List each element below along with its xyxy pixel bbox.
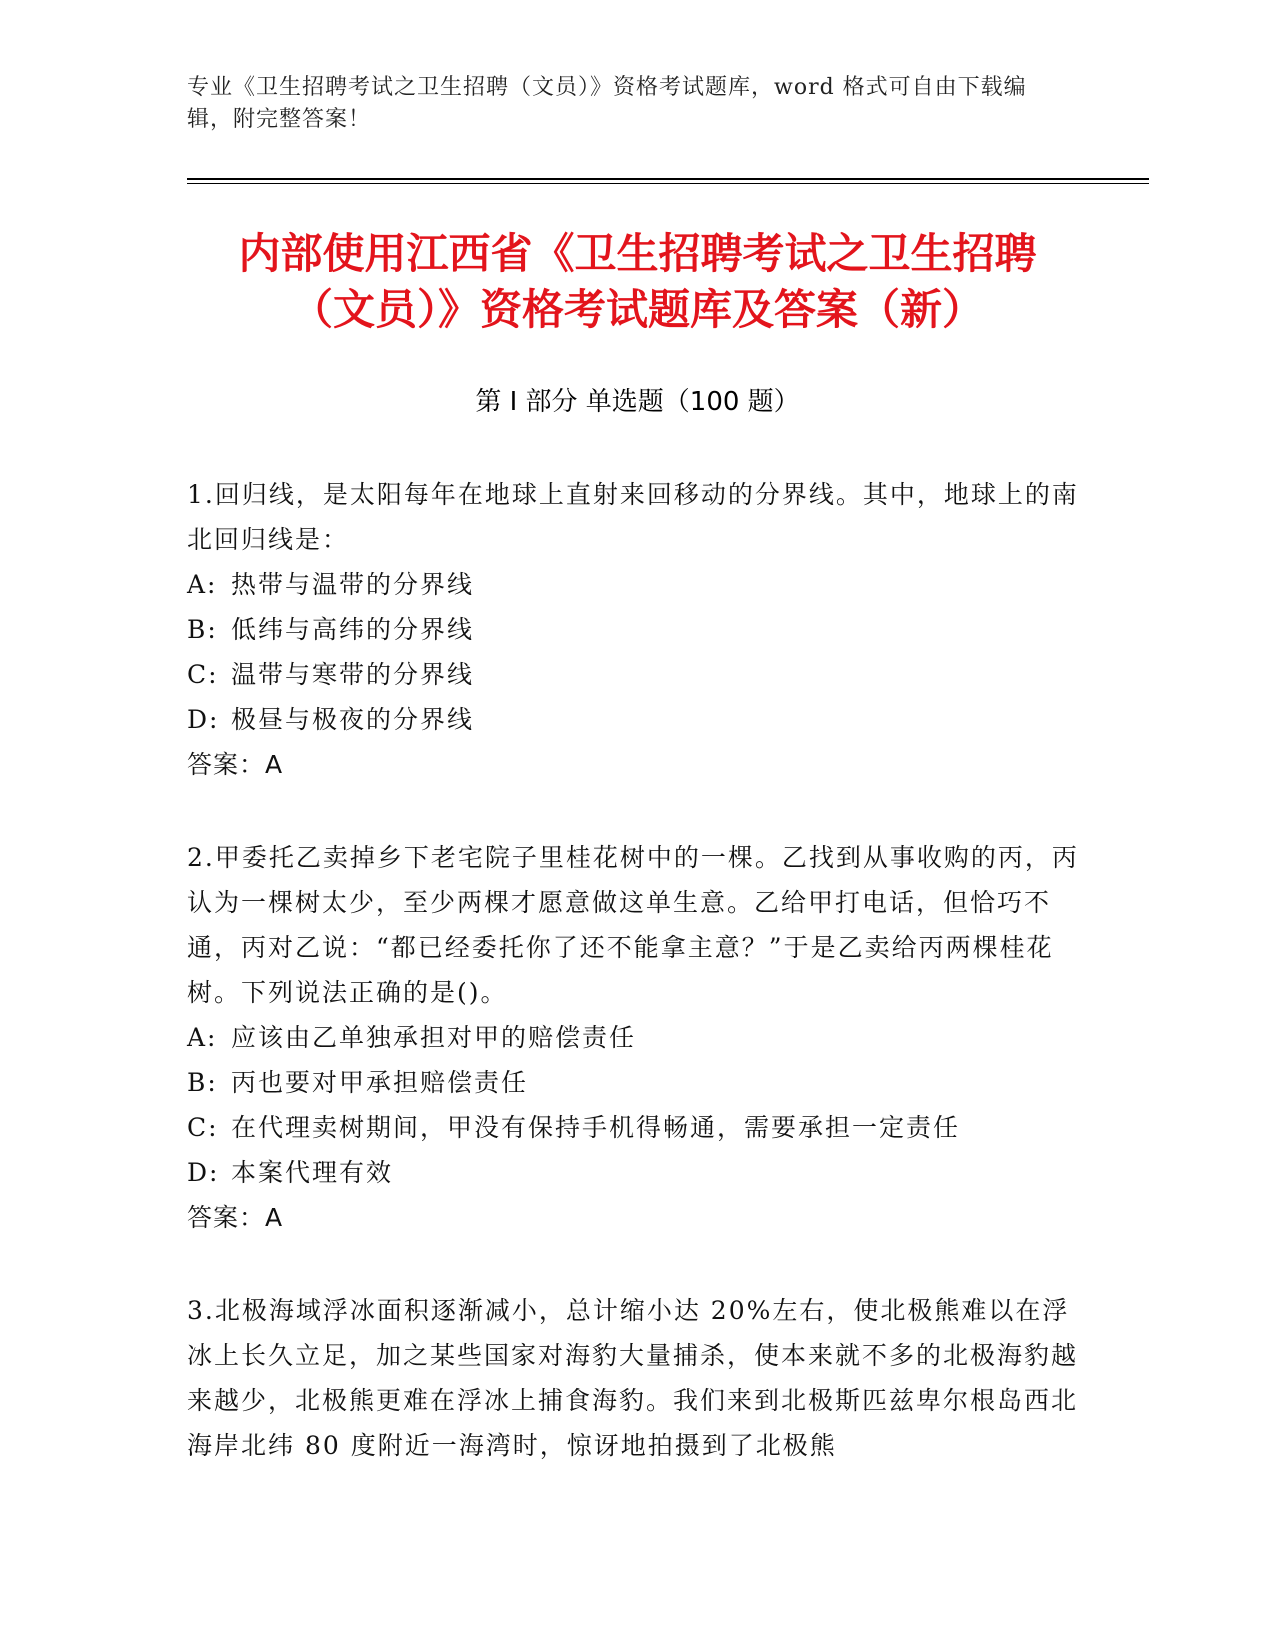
- question-stem: 2.甲委托乙卖掉乡下老宅院子里桂花树中的一棵。乙找到从事收购的丙，丙认为一棵树太少，至少两棵才愿意做这单生意。乙给甲打电话，但恰巧不通，丙对乙说：“都已经委托你了还不能拿主意？”于是乙卖给丙两棵桂花树。下列说法正确的是()。: [187, 843, 1079, 1007]
- answer: 答案：A: [187, 750, 284, 779]
- option-text: 丙也要对甲承担赔偿责任: [231, 1068, 529, 1097]
- option-c: [187, 652, 1087, 697]
- question-1: [187, 472, 1087, 787]
- option-text: 极昼与极夜的分界线: [231, 705, 475, 734]
- document-title: [150, 226, 1125, 338]
- option-text: 应该由乙单独承担对甲的赔偿责任: [231, 1023, 637, 1052]
- option-text: 本案代理有效: [231, 1158, 394, 1187]
- option-b: [187, 607, 1087, 652]
- answer: 答案：A: [187, 1203, 284, 1232]
- header-rule-thin: [187, 183, 1149, 184]
- option-label: A:: [187, 1023, 218, 1052]
- option-text: 温带与寒带的分界线: [231, 660, 475, 689]
- option-text: 在代理卖树期间，甲没有保持手机得畅通，需要承担一定责任: [231, 1113, 961, 1142]
- option-d: [187, 697, 1087, 742]
- option-c: [187, 1105, 1087, 1150]
- option-b: [187, 1060, 1087, 1105]
- option-label: C:: [187, 1113, 219, 1142]
- option-label: D:: [187, 1158, 220, 1187]
- title-line-1: 内部使用江西省《卫生招聘考试之卫生招聘: [238, 229, 1037, 278]
- question-3: [187, 1288, 1087, 1468]
- option-label: A:: [187, 570, 218, 599]
- section-heading: 第 I 部分 单选题（100 题）: [475, 387, 800, 417]
- option-a: [187, 1015, 1087, 1060]
- option-text: 低纬与高纬的分界线: [231, 615, 475, 644]
- question-stem: 3.北极海域浮冰面积逐渐减小，总计缩小达 20%左右，使北极熊难以在浮冰上长久立足，加之某些国家对海豹大量捕杀，使本来就不多的北极海豹越来越少，北极熊更难在浮冰上捕食海豹。我们来到北极斯匹兹卑尔根岛西北海岸北纬 80 度附近一海湾时，惊讶地拍摄到了北极熊: [187, 1296, 1079, 1460]
- option-d: [187, 1150, 1087, 1195]
- option-label: B:: [187, 615, 218, 644]
- option-label: B:: [187, 1068, 218, 1097]
- header-note: 专业《卫生招聘考试之卫生招聘（文员）》资格考试题库，word 格式可自由下载编辑，附完整答案！: [187, 75, 1027, 132]
- question-stem: 1.回归线，是太阳每年在地球上直射来回移动的分界线。其中，地球上的南北回归线是：: [187, 480, 1079, 554]
- option-text: 热带与温带的分界线: [231, 570, 475, 599]
- title-line-2: （文员）》资格考试题库及答案（新）: [290, 285, 984, 334]
- option-label: D:: [187, 705, 220, 734]
- question-2: [187, 835, 1087, 1240]
- header-rule-thick: [187, 178, 1149, 180]
- option-label: C:: [187, 660, 219, 689]
- question-list: [187, 472, 1087, 1516]
- option-a: [187, 562, 1087, 607]
